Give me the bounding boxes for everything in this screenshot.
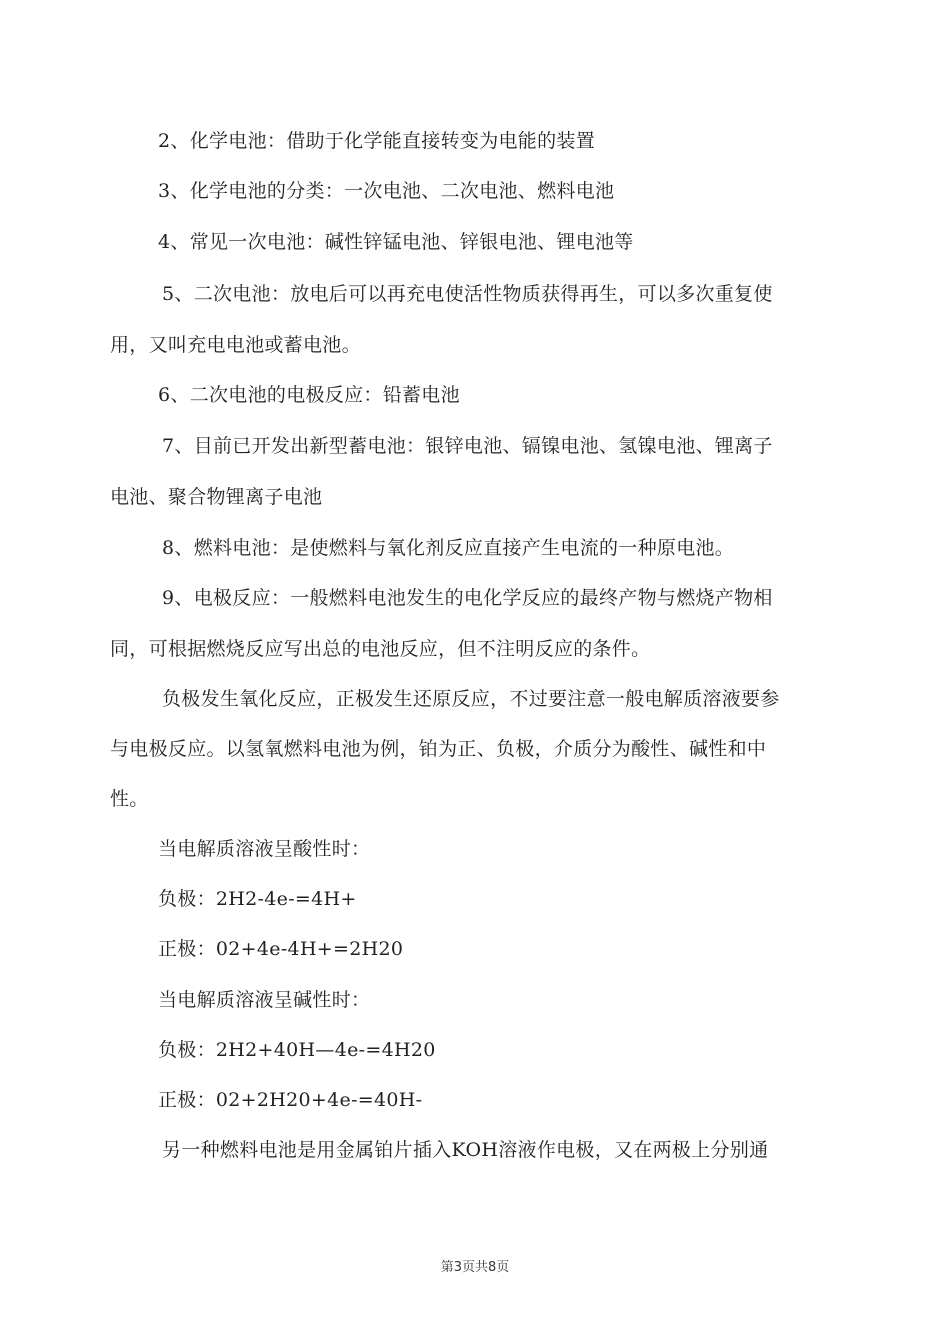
text-line-3: 4、常见一次电池：碱性锌锰电池、锌银电池、锂电池等 (158, 231, 634, 253)
text-line-18: 当电解质溶液呈碱性时： (158, 989, 371, 1011)
text-line-16: 负极：2H2-4e-=4H+ (158, 888, 357, 910)
text-line-1: 2、化学电池：借助于化学能直接转变为电能的装置 (158, 130, 595, 152)
text-line-20: 正极：02+2H20+4e-=40H- (158, 1089, 423, 1111)
text-line-21: 另一种燃料电池是用金属铂片插入KOH溶液作电极，又在两极上分别通 (162, 1139, 769, 1161)
text-line-8: 电池、聚合物锂离子电池 (110, 486, 323, 508)
text-line-14: 性。 (110, 788, 149, 810)
text-line-4: 5、二次电池：放电后可以再充电使活性物质获得再生，可以多次重复使 (162, 283, 773, 305)
text-line-2: 3、化学电池的分类：一次电池、二次电池、燃料电池 (158, 180, 615, 202)
text-line-17: 正极：02+4e-4H+=2H20 (158, 938, 404, 960)
text-line-5: 用，又叫充电电池或蓄电池。 (110, 334, 361, 356)
text-line-15: 当电解质溶液呈酸性时： (158, 838, 371, 860)
text-line-11: 同，可根据燃烧反应写出总的电池反应，但不注明反应的条件。 (110, 638, 651, 660)
text-line-12: 负极发生氧化反应，正极发生还原反应，不过要注意一般电解质溶液要参 (162, 688, 780, 710)
text-line-13: 与电极反应。以氢氧燃料电池为例，铂为正、负极，介质分为酸性、碱性和中 (110, 738, 767, 760)
text-line-9: 8、燃料电池：是使燃料与氧化剂反应直接产生电流的一种原电池。 (162, 537, 735, 559)
page-footer: 第3页共8页 (440, 1260, 510, 1275)
text-line-10: 9、电极反应：一般燃料电池发生的电化学反应的最终产物与燃烧产物相 (162, 587, 773, 609)
text-line-19: 负极：2H2+40H—4e-=4H20 (158, 1039, 436, 1061)
text-line-7: 7、目前已开发出新型蓄电池：银锌电池、镉镍电池、氢镍电池、锂离子 (162, 435, 773, 457)
text-line-6: 6、二次电池的电极反应：铅蓄电池 (158, 384, 460, 406)
